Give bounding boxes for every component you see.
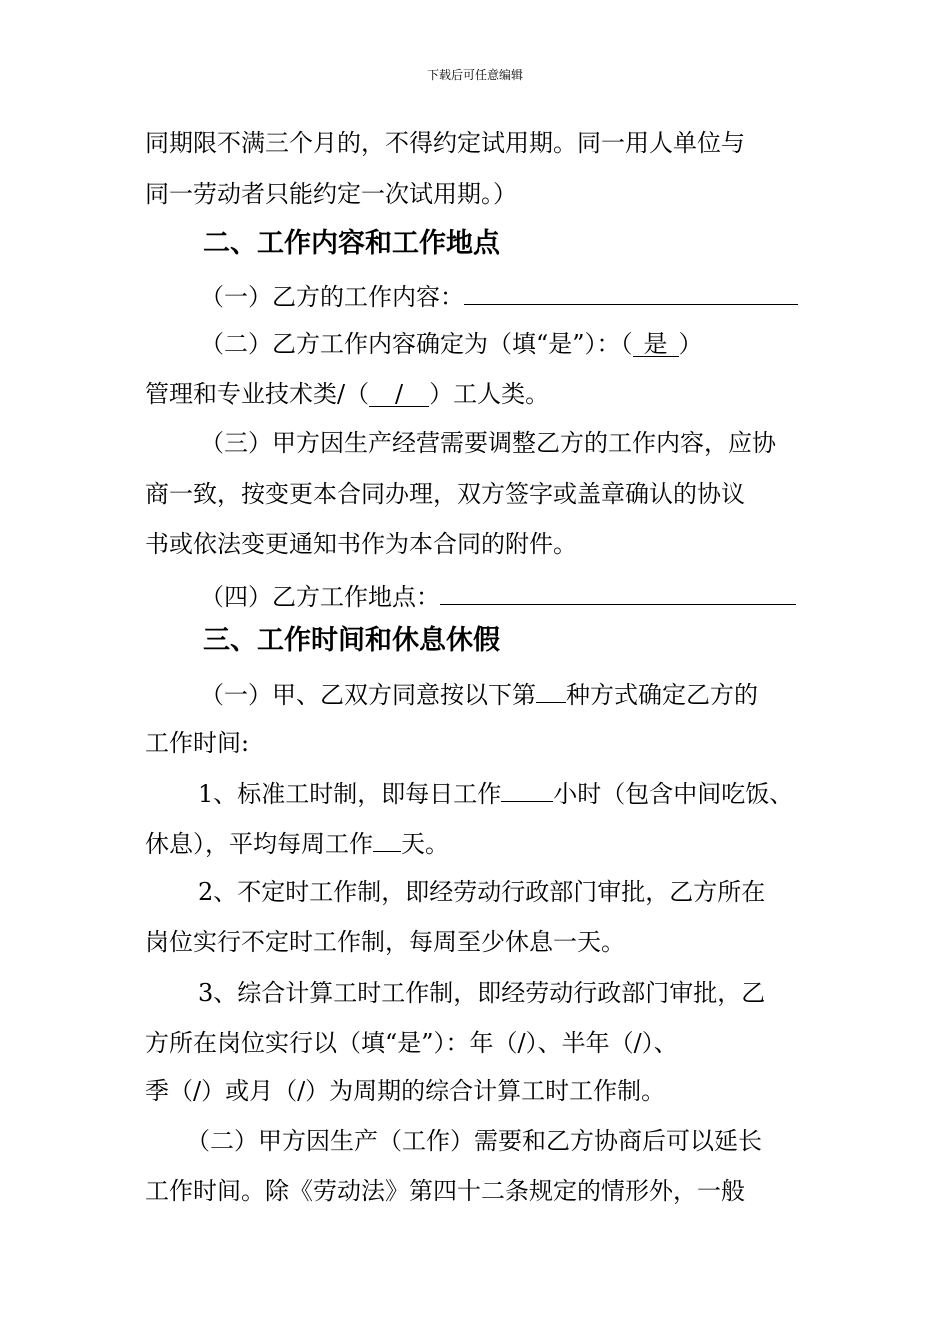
paragraph-line: （一）甲、乙双方同意按以下第 种方式确定乙方的 [200, 678, 758, 710]
paragraph-line [200, 280, 798, 312]
page-header: 下载后可任意编辑 [426, 68, 523, 82]
paragraph-line: （二）乙方工作内容确定为（填“是”）：（ 是 ） [200, 330, 703, 358]
paragraph-line: 工作时间。除《劳动法》第四十二条规定的情形外，一般 [145, 1177, 745, 1205]
paragraph-line [200, 580, 796, 612]
section-heading: 二、工作内容和工作地点 [203, 228, 500, 259]
work-location-blank [440, 580, 796, 605]
paragraph-line: 管理和专业技术类/（ / ）工人类。 [145, 380, 550, 408]
section-heading: 三、工作时间和休息休假 [203, 625, 500, 656]
paragraph-line: （二）甲方因生产（工作）需要和乙方协商后可以延长 [186, 1127, 762, 1155]
paragraph-line: （三）甲方因生产经营需要调整乙方的工作内容，应协 [200, 429, 776, 457]
label-work-location: （四）乙方工作地点： [200, 583, 440, 611]
paragraph-line: 工作时间: [145, 729, 250, 757]
paragraph-line: 岗位实行不定时工作制，每周至少休息一天。 [145, 928, 625, 956]
fill-blank: 是 [633, 332, 679, 357]
label-work-content: （一）乙方的工作内容： [200, 283, 464, 311]
fill-blank [373, 827, 401, 852]
paragraph-line: 2、不定时工作制，即经劳动行政部门审批，乙方所在 [198, 878, 766, 906]
paragraph-line: 季（/）或月（/）为周期的综合计算工时工作制。 [145, 1077, 666, 1105]
fill-blank [501, 777, 553, 802]
paragraph-line: 方所在岗位实行以（填“是”）：年（/）、半年（/）、 [145, 1029, 678, 1057]
paragraph-line: 1、标准工时制，即每日工作 小时（包含中间吃饭、 [198, 777, 793, 809]
paragraph-line: 商一致，按变更本合同办理，双方签字或盖章确认的协议 [145, 480, 745, 508]
paragraph-line: 同一劳动者只能约定一次试用期。） [145, 180, 517, 208]
fill-blank [536, 678, 566, 703]
paragraph-line: 同期限不满三个月的，不得约定试用期。同一用人单位与 [145, 129, 745, 157]
paragraph-line: 3、综合计算工时工作制，即经劳动行政部门审批，乙 [198, 979, 766, 1007]
fill-blank: / [369, 382, 429, 407]
paragraph-line: 休息），平均每周工作 天。 [145, 827, 449, 859]
work-content-blank [464, 280, 798, 305]
paragraph-line: 书或依法变更通知书作为本合同的附件。 [145, 530, 577, 558]
